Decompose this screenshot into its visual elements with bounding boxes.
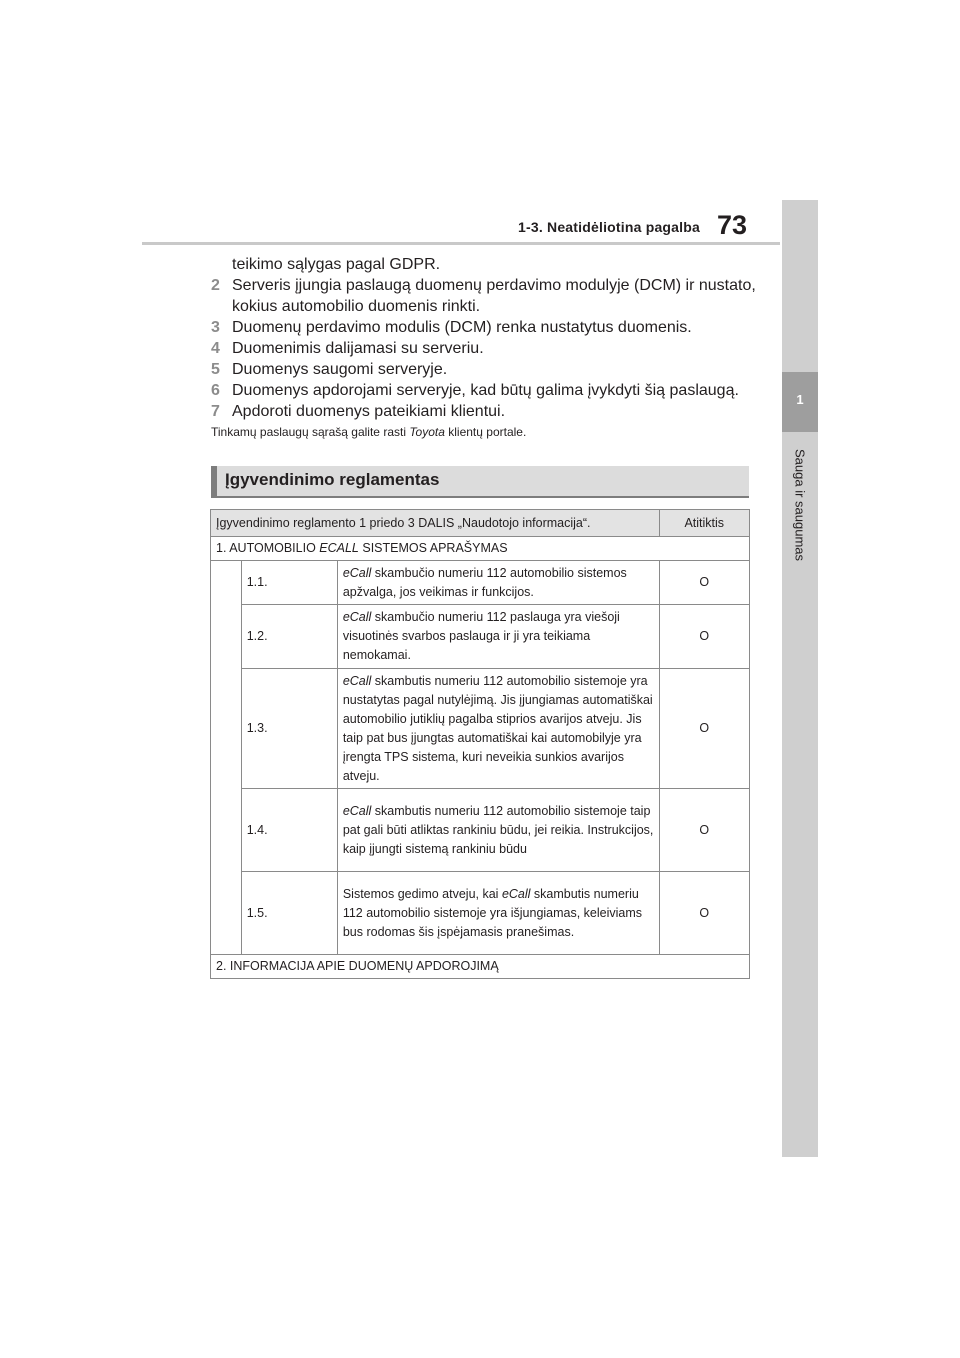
step-text: Apdoroti duomenys pateikiami klientui. bbox=[232, 403, 506, 420]
regulation-heading-text: Įgyvendinimo reglamentas bbox=[225, 470, 440, 489]
indent-cell bbox=[211, 561, 242, 955]
step-number: 3 bbox=[211, 319, 220, 336]
table-header-row bbox=[211, 510, 750, 537]
portal-note bbox=[211, 425, 526, 439]
chapter-number: 1 bbox=[796, 392, 804, 407]
item-description: skambučio numeriu 112 automobilio sistemos apžvalga, jos veikimas ir funkcijos. bbox=[342, 565, 627, 599]
section-italic: ECALL bbox=[319, 541, 359, 555]
item-number: 1.1. bbox=[241, 561, 337, 605]
item-number: 1.4. bbox=[241, 789, 337, 872]
table-row bbox=[211, 561, 750, 605]
step-item bbox=[211, 380, 771, 401]
item-prefix: Sistemos gedimo atveju, kai bbox=[342, 886, 502, 901]
item-text bbox=[337, 789, 659, 872]
compliance-mark: O bbox=[659, 872, 749, 955]
step-number: 5 bbox=[211, 361, 220, 378]
ecall-term: eCall bbox=[342, 610, 372, 624]
step-item bbox=[211, 401, 771, 422]
step-number: 7 bbox=[211, 403, 220, 420]
section-before: 1. AUTOMOBILIO bbox=[216, 541, 320, 555]
table-row bbox=[211, 872, 750, 955]
item-text bbox=[337, 872, 659, 955]
compliance-mark: O bbox=[659, 605, 749, 669]
step-continuation: teikimo sąlygas pagal GDPR. bbox=[232, 256, 441, 273]
section-row bbox=[211, 537, 750, 561]
ecall-term: eCall bbox=[342, 803, 372, 818]
step-text: Duomenys saugomi serveryje. bbox=[232, 361, 448, 378]
section-title-cell bbox=[211, 537, 750, 561]
compliance-mark: O bbox=[659, 789, 749, 872]
regulation-table bbox=[210, 509, 750, 979]
header-compliance-cell: Atitiktis bbox=[659, 510, 749, 537]
note-text-before: Tinkamų paslaugų sąrašą galite rasti bbox=[211, 425, 410, 439]
section-row bbox=[211, 955, 750, 979]
step-text: Serveris įjungia paslaugą duomenų perdavimo modulyje (DCM) ir nustato, kokius automobilio duomenis rinkti. bbox=[232, 277, 756, 315]
item-description: skambutis numeriu 112 automobilio sistemoje taip pat gali būti atliktas rankiniu būdu, jei reikia. Instrukcijos, kaip įjungti sistemą rankiniu būdu bbox=[342, 803, 654, 856]
ecall-term: eCall bbox=[501, 886, 531, 901]
item-number: 1.5. bbox=[241, 872, 337, 955]
header-text-cell: Įgyvendinimo reglamento 1 priedo 3 DALIS „Naudotojo informacija“. bbox=[211, 510, 660, 537]
heading-accent-bar bbox=[211, 466, 217, 496]
table-row bbox=[211, 789, 750, 872]
procedure-steps bbox=[211, 254, 771, 422]
item-number: 1.3. bbox=[241, 669, 337, 789]
item-description: skambučio numeriu 112 paslauga yra viešoji visuotinės svarbos paslauga ir ji yra teikiama nemokamai. bbox=[342, 610, 620, 662]
step-number: 2 bbox=[211, 277, 220, 294]
section-after: SISTEMOS APRAŠYMAS bbox=[358, 541, 508, 555]
item-text bbox=[337, 605, 659, 669]
item-number: 1.2. bbox=[241, 605, 337, 669]
section-title: 1-3. Neatidėliotina pagalba bbox=[518, 219, 700, 235]
note-text-after: klientų portale. bbox=[444, 425, 527, 439]
ecall-term: eCall bbox=[342, 673, 372, 688]
item-description: skambutis numeriu 112 automobilio sistemoje yra nustatytas pagal nutylėjimą. Jis įjungiamas automatiškai automobilio jutiklių pagalba stiprios avarijos atveju. Jis taip pat bus įjungtas automatiškai kai automobilyje yra įrengta TPS sistema, kuri neveikia sunkios avarijos atveju. bbox=[342, 673, 653, 783]
step-item bbox=[211, 359, 771, 380]
chapter-label: Sauga ir saugumas bbox=[792, 448, 808, 562]
header-rule bbox=[142, 242, 780, 245]
table-row bbox=[211, 669, 750, 789]
step-text: Duomenų perdavimo modulis (DCM) renka nustatytus duomenis. bbox=[232, 319, 692, 336]
ecall-term: eCall bbox=[342, 565, 372, 580]
step-item bbox=[211, 338, 771, 359]
item-text bbox=[337, 669, 659, 789]
step-text: Duomenimis dalijamasi su serveriu. bbox=[232, 340, 484, 357]
step-item bbox=[211, 275, 771, 317]
page-number: 73 bbox=[717, 210, 748, 240]
compliance-mark: O bbox=[659, 669, 749, 789]
item-description: skambutis numeriu 112 automobilio sistemoje yra išjungiamas, keleiviams bus rodomas šis įspėjamasis pranešimas. bbox=[342, 886, 643, 939]
item-text bbox=[337, 561, 659, 605]
table-row bbox=[211, 605, 750, 669]
note-brand: Toyota bbox=[409, 425, 445, 439]
section-title-cell: 2. INFORMACIJA APIE DUOMENŲ APDOROJIMĄ bbox=[211, 955, 750, 979]
step-item bbox=[211, 317, 771, 338]
chapter-side-tab bbox=[782, 200, 818, 1157]
step-number: 6 bbox=[211, 382, 220, 399]
step-text: Duomenys apdorojami serveryje, kad būtų galima įvykdyti šią paslaugą. bbox=[232, 382, 739, 399]
compliance-mark: O bbox=[659, 561, 749, 605]
heading-underline bbox=[211, 496, 749, 498]
regulation-heading bbox=[211, 466, 749, 496]
step-number: 4 bbox=[211, 340, 220, 357]
